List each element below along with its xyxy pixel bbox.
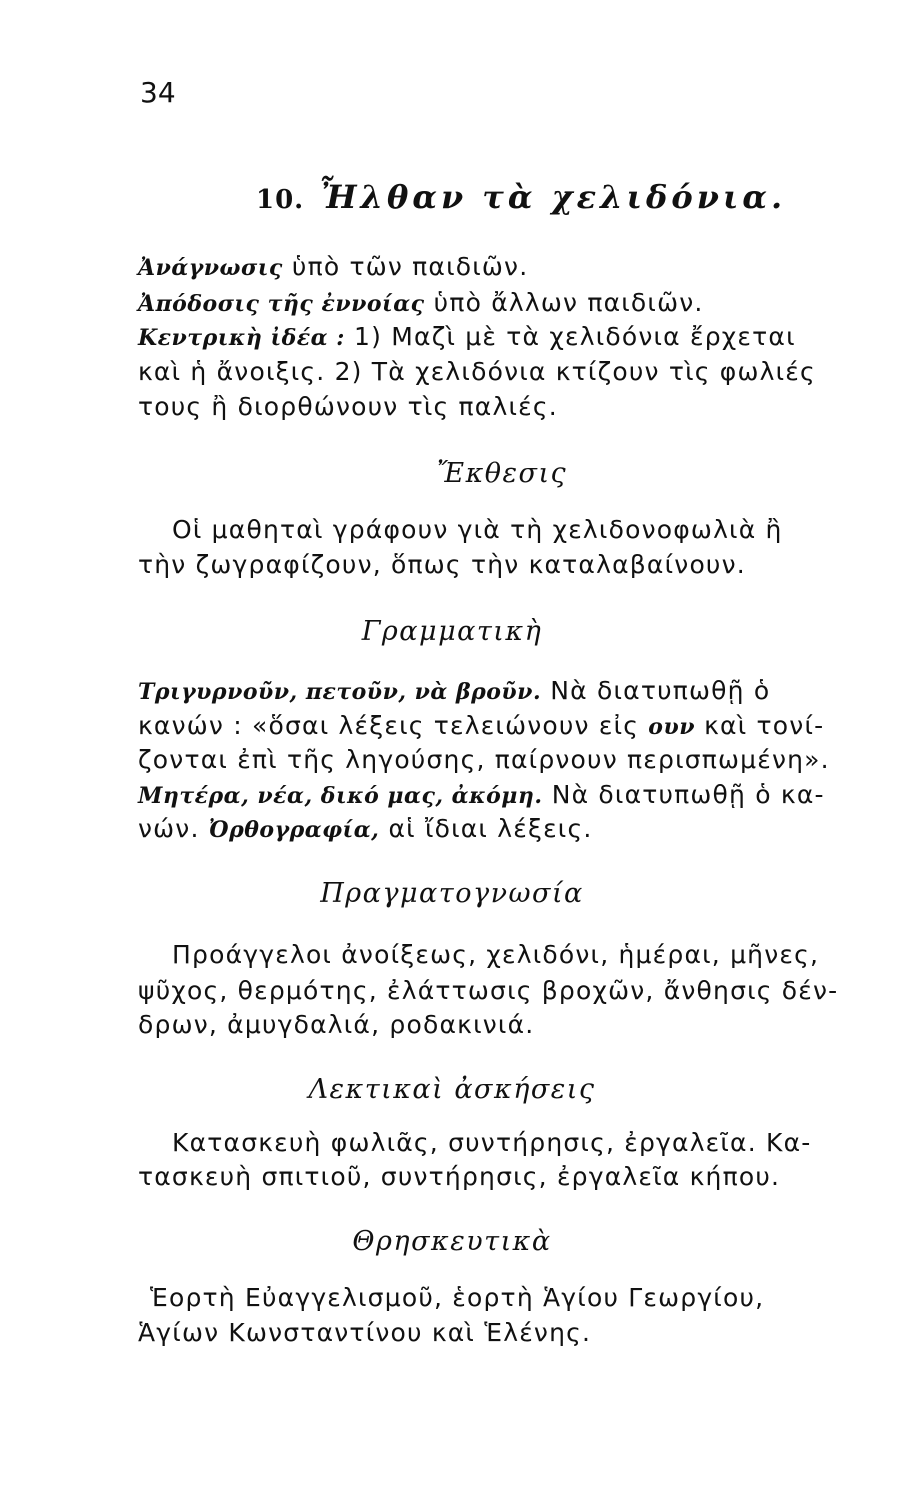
grammar-line-2 bbox=[138, 711, 878, 742]
reading-label: Ἀνάγνωσις bbox=[138, 255, 283, 281]
central-idea-text: 1) Μαζὶ μὲ τὰ χελιδόνια ἔρχεται bbox=[354, 322, 796, 351]
nature-line-1: Προάγγελοι ἀνοίξεως, χελιδόνι, ἡμέραι, μῆνες, bbox=[172, 940, 820, 969]
religion-line-1: Ἑορτὴ Εὐαγγελισμοῦ, ἑορτὴ Ἁγίου Γεωργίου, bbox=[150, 1283, 765, 1312]
grammar-line-1 bbox=[138, 676, 878, 707]
nature-heading: Πραγματογνωσία bbox=[320, 878, 584, 909]
grammar-line-4 bbox=[138, 780, 878, 811]
central-idea-label: Κεντρικὴ ἰδέα : bbox=[138, 325, 345, 351]
chapter-title-text: Ἦλθαν τὰ χελιδόνια. bbox=[318, 178, 787, 216]
grammar-rule-2: Νὰ διατυπωθῇ ὁ κα- bbox=[551, 780, 825, 809]
grammar-rule-intro: Νὰ διατυπωθῇ ὁ bbox=[550, 676, 771, 705]
page-number: 34 bbox=[140, 76, 176, 109]
ekthesis-line-1: Οἱ μαθηταὶ γράφουν γιὰ τὴ χελιδονοφωλιὰ ἢ bbox=[172, 515, 783, 544]
meaning-line bbox=[138, 288, 878, 319]
ekthesis-line-2: τὴν ζωγραφίζουν, ὅπως τὴν καταλαβαίνουν. bbox=[138, 550, 746, 579]
religion-heading: Θρησκευτικὰ bbox=[352, 1226, 552, 1257]
reading-line bbox=[138, 252, 878, 283]
grammar-examples-1: Τριγυρνοῦν, πετοῦν, νὰ βροῦν. bbox=[138, 679, 542, 705]
reading-text: ὑπὸ τῶν παιδιῶν. bbox=[291, 252, 529, 281]
crafts-line-2: τασκευὴ σπιτιοῦ, συντήρησις, ἐργαλεῖα κήπου. bbox=[138, 1162, 781, 1191]
chapter-title bbox=[256, 178, 786, 216]
central-idea-line bbox=[138, 322, 878, 353]
grammar-line-3: ζονται ἐπὶ τῆς ληγούσης, παίρνουν περισπωμένη». bbox=[138, 745, 830, 774]
religion-line-2: Ἁγίων Κωνσταντίνου καὶ Ἑλένης. bbox=[138, 1318, 592, 1347]
grammar-heading: Γραμματικὴ bbox=[361, 616, 543, 647]
meaning-text: ὑπὸ ἄλλων παιδιῶν. bbox=[433, 288, 704, 317]
nature-line-3: δρων, ἀμυγδαλιά, ροδακινιά. bbox=[138, 1010, 535, 1039]
intro-line-5: τους ἢ διορθώνουν τὶς παλιές. bbox=[138, 392, 558, 421]
nature-line-2: ψῦχος, θερμότης, ἐλάττωσις βροχῶν, ἄνθησις δέν- bbox=[138, 976, 839, 1005]
crafts-heading: Λεκτικαὶ ἀσκήσεις bbox=[308, 1074, 596, 1105]
grammar-rule-cont: καὶ τονί- bbox=[704, 711, 825, 740]
chapter-number: 10. bbox=[256, 185, 305, 215]
grammar-line-5 bbox=[138, 814, 878, 845]
crafts-line-1: Κατασκευὴ φωλιᾶς, συντήρησις, ἐργαλεῖα. Κα- bbox=[172, 1128, 812, 1157]
orthography-label: Ὀρθογραφία, bbox=[208, 817, 380, 843]
grammar-rule-2-end: νών. bbox=[138, 814, 200, 843]
grammar-examples-2: Μητέρα, νέα, δικό μας, ἀκόμη. bbox=[138, 783, 543, 809]
intro-line-4: καὶ ἡ ἄνοιξις. 2) Τὰ χελιδόνια κτίζουν τὶς φωλιές bbox=[138, 357, 816, 386]
grammar-ending: ουν bbox=[648, 714, 695, 740]
ekthesis-heading: Ἔκθεσις bbox=[436, 458, 568, 489]
orthography-text: αἱ ἴδιαι λέξεις. bbox=[388, 814, 593, 843]
grammar-rule-text: κανών : «ὅσαι λέξεις τελειώνουν εἰς bbox=[138, 711, 640, 740]
meaning-label: Ἀπόδοσις τῆς ἐννοίας bbox=[138, 291, 425, 317]
